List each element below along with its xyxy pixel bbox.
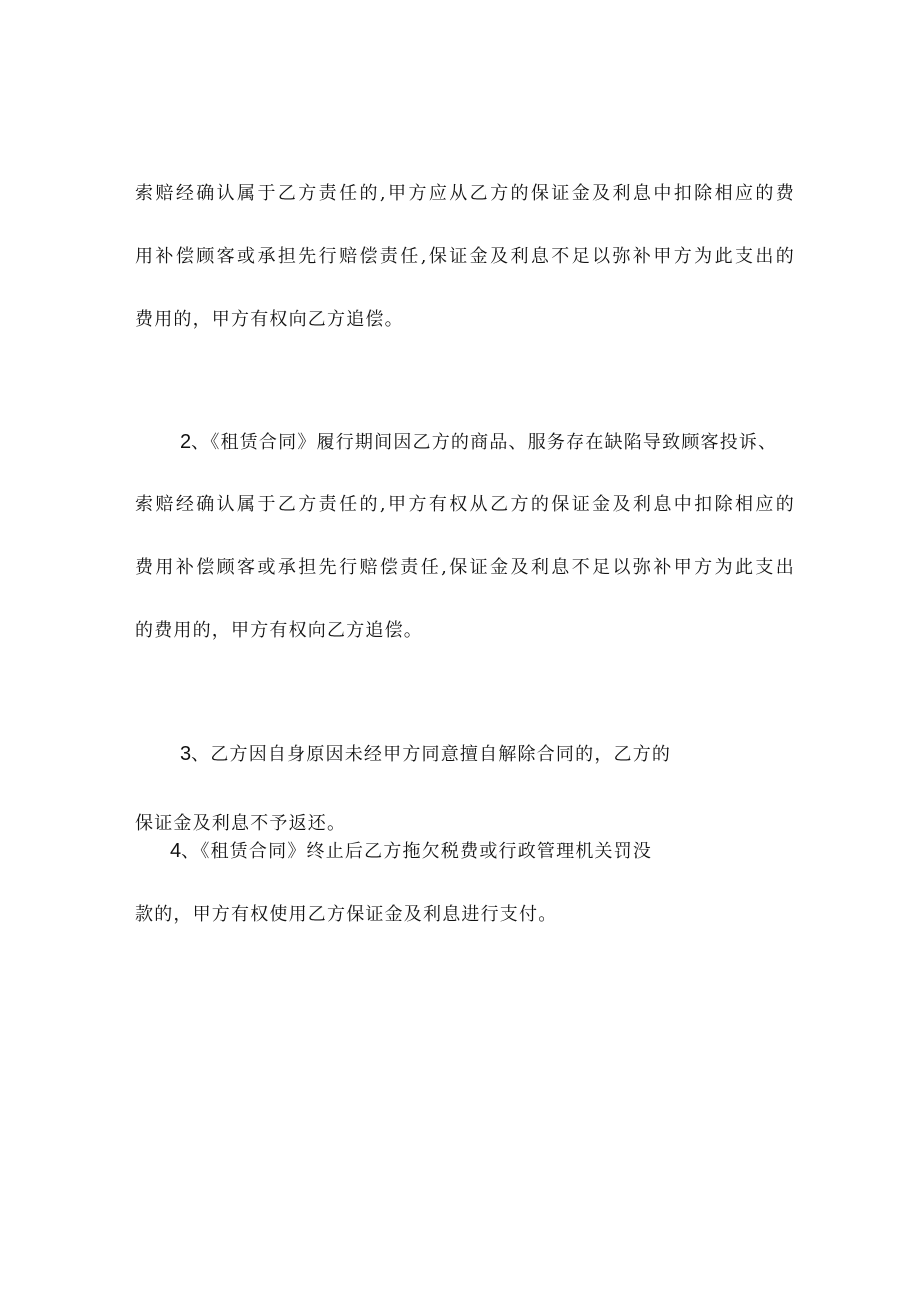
para4-first-line-text: 、《租赁合同》终止后乙方拖欠税费或行政管理机关罚没 <box>181 841 653 862</box>
para3-first-line-text: 、乙方因自身原因未经甲方同意擅自解除合同的，乙方的 <box>191 744 672 765</box>
para2-line-2: 索赔经确认属于乙方责任的,甲方有权从乙方的保证金及利息中扣除相应的 <box>135 494 795 515</box>
para1-line-3: 费用的，甲方有权向乙方追偿。 <box>135 309 404 330</box>
para3-first-line <box>180 742 795 767</box>
para4-first-line <box>170 839 795 864</box>
para1-line-1: 索赔经确认属于乙方责任的,甲方应从乙方的保证金及利息中扣除相应的费 <box>135 183 795 204</box>
para2-first-line-text: 、《租赁合同》履行期间因乙方的商品、服务存在缺陷导致顾客投诉、 <box>191 432 778 453</box>
para2-first-line <box>180 430 795 455</box>
para2-number: 2 <box>180 431 192 453</box>
para4-number: 4 <box>170 840 182 862</box>
para2-line-4: 的费用的，甲方有权向乙方追偿。 <box>135 620 423 641</box>
para1-line-2: 用补偿顾客或承担先行赔偿责任,保证金及利息不足以弥补甲方为此支出的 <box>135 246 795 267</box>
para2-line-3: 费用补偿顾客或承担先行赔偿责任,保证金及利息不足以弥补甲方为此支出 <box>135 557 795 578</box>
para4-line-2: 款的，甲方有权使用乙方保证金及利息进行支付。 <box>135 904 558 925</box>
para3-line-2: 保证金及利息不予返还。 <box>135 813 347 834</box>
para3-number: 3 <box>180 743 192 765</box>
